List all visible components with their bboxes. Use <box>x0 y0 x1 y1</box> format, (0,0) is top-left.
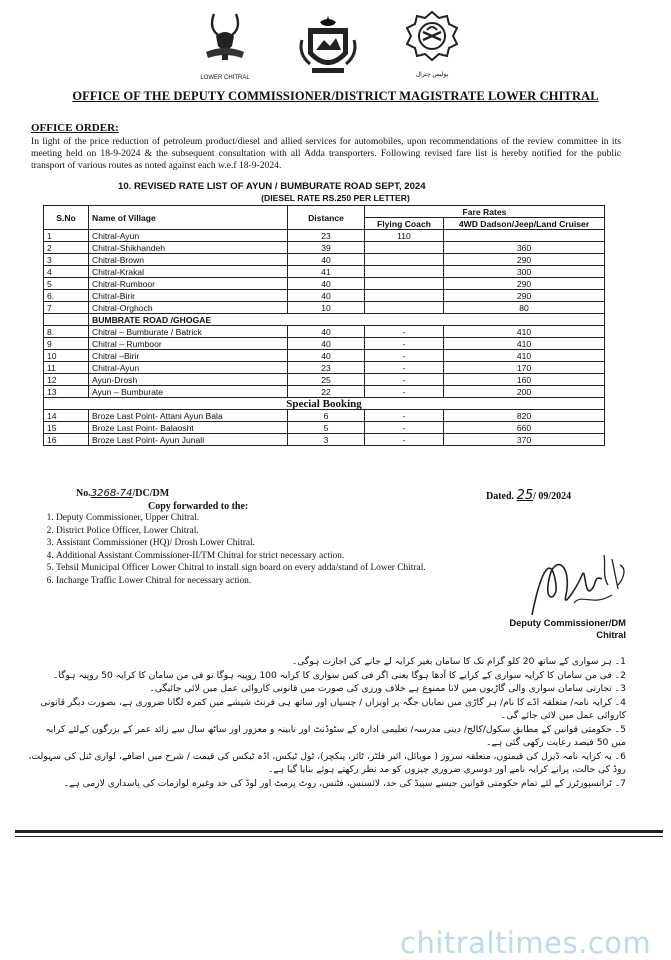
header-sno: S.No <box>44 206 89 230</box>
cell-village: Broze Last Point- Attani Ayun Bala <box>89 410 288 422</box>
office-order-heading: OFFICE ORDER: <box>31 122 119 134</box>
table-row <box>44 410 605 422</box>
cell-sno: 7 <box>44 302 89 314</box>
cell-village: Ayun-Drosh <box>89 374 288 386</box>
distribution-list <box>28 512 576 588</box>
cell-sno: 15 <box>44 422 89 434</box>
signatory-block <box>486 617 626 641</box>
header-village: Name of Village <box>89 206 288 230</box>
section-title-row <box>44 314 605 326</box>
cell-jeep: 290 <box>444 290 605 302</box>
table-row <box>44 230 605 242</box>
cell-jeep: 410 <box>444 326 605 338</box>
header-distance: Distance <box>288 206 365 230</box>
cell-distance: 40 <box>288 278 365 290</box>
kp-government-emblem <box>296 10 360 85</box>
header-logos <box>0 10 671 82</box>
cell-distance: 25 <box>288 374 365 386</box>
office-title: OFFICE OF THE DEPUTY COMMISSIONER/DISTRICT MAGISTRATE LOWER CHITRAL <box>72 89 599 103</box>
cc-item: 3. Assistant Commissioner (HQ)/ Drosh Lower Chitral. <box>56 537 576 550</box>
cell-jeep: 290 <box>444 278 605 290</box>
cell-village: Chitral-Birir <box>89 290 288 302</box>
urdu-note: 3۔ تجارتی سامان سواری والی گاڑیوں میں لانا ممنوع ہے خلاف ورزی کی صورت میں قانونی کاروائی عمل میں لائی جائیگی۔ <box>149 683 626 694</box>
cell-sno: 6. <box>44 290 89 302</box>
cell-distance: 23 <box>288 362 365 374</box>
cell-flying-coach <box>365 290 444 302</box>
cell-distance: 40 <box>288 350 365 362</box>
cc-item: 5. Tehsil Municipal Officer Lower Chitral to install sign board on every adda/stand of Lower Chitral. <box>56 562 576 575</box>
logo-right-caption: پولیس چترال <box>415 72 449 78</box>
cell-sno: 5 <box>44 278 89 290</box>
urdu-note: 7۔ ٹرانسپورٹرز کے لئے تمام حکومتی قوانین جیسے سپیڈ کی حد، لائسنس، فٹنس، روٹ پرمٹ اور لوڈ کی حد وغیرہ لوازمات کی پاسداری لازمی ہے۔ <box>63 777 626 789</box>
diesel-rate-note: (DIESEL RATE RS.250 PER LETTER) <box>261 193 410 203</box>
cell-village: Chitral-Orghoch <box>89 302 288 314</box>
cell-distance: 10 <box>288 302 365 314</box>
cell-jeep: 410 <box>444 350 605 362</box>
cell-distance: 40 <box>288 326 365 338</box>
ref-suffix: /DC/DM <box>132 488 170 499</box>
cell-distance: 41 <box>288 266 365 278</box>
section-bumburate-title: BUMBRATE ROAD /GHOGAE <box>89 314 605 326</box>
cell-sno: 1 <box>44 230 89 242</box>
cell-distance: 39 <box>288 242 365 254</box>
cell-jeep: 660 <box>444 422 605 434</box>
cell-jeep: 360 <box>444 242 605 254</box>
table-row <box>44 386 605 398</box>
table-row <box>44 350 605 362</box>
cell-distance: 5 <box>288 422 365 434</box>
cell-distance: 40 <box>288 290 365 302</box>
cell-flying-coach: - <box>365 362 444 374</box>
cell-distance: 23 <box>288 230 365 242</box>
table-row <box>44 266 605 278</box>
table-row <box>44 254 605 266</box>
cell-sno: 4 <box>44 266 89 278</box>
section-title-blank <box>44 314 89 326</box>
ref-number: 3268-74 <box>90 488 133 499</box>
copy-forwarded-heading: Copy forwarded to the: <box>148 501 249 512</box>
signatory-place: Chitral <box>596 629 626 640</box>
cell-sno: 13 <box>44 386 89 398</box>
cell-jeep: 80 <box>444 302 605 314</box>
urdu-note: 6۔ یہ کرایہ نامہ ڈیزل کی قیمتوں، متعلقہ سروز ( موبائل، ائیر فلٹر، ٹائر، پنکچر)، ٹول ٹیکس، اڈہ ٹیکس کی قیمت / شرح میں اضافے، لواری ٹنل کی سہولت، روڈ کی حالت، پرانے کرایہ نامے اور دوسری ضروری چیزوں کو مد نظر رکھتے ہوئے بنایا گیا ہے۔ <box>28 750 626 775</box>
cell-village: Chitral-Brown <box>89 254 288 266</box>
cell-distance: 40 <box>288 254 365 266</box>
cell-jeep: 820 <box>444 410 605 422</box>
signatory-title: Deputy Commissioner/DM <box>509 617 626 628</box>
cell-sno: 2 <box>44 242 89 254</box>
cell-flying-coach: - <box>365 374 444 386</box>
cell-distance: 3 <box>288 434 365 446</box>
header-fare-rates: Fare Rates <box>365 206 605 218</box>
urdu-note: 2۔ فی من سامان کا کرایہ سواری کے کرایے کا آدھا ہوگا یعنی اگر فی کس سواری کا کرایہ 100 روپیہ ہوگا تو فی من سامان کا کرایہ 50 روپیہ ہوگا۔ <box>52 669 626 681</box>
cell-sno: 3 <box>44 254 89 266</box>
reference-number <box>76 488 169 499</box>
header-jeep: 4WD Dadson/Jeep/Land Cruiser <box>444 218 605 230</box>
section-bumburate-rows <box>44 326 605 398</box>
cc-item: 2. District Police Officer, Lower Chitral. <box>56 525 576 538</box>
cell-village: Chitral-Ayun <box>89 362 288 374</box>
cc-item: 6. Incharge Traffic Lower Chitral for necessary action. <box>56 575 576 588</box>
cell-village: Broze Last Point- Balaosht <box>89 422 288 434</box>
police-emblem <box>403 10 461 78</box>
cell-jeep <box>444 230 605 242</box>
urdu-notes <box>28 655 626 790</box>
cell-flying-coach: - <box>365 338 444 350</box>
lower-chitral-emblem <box>196 10 254 81</box>
dated-day: 25 <box>516 488 534 503</box>
table-row <box>44 362 605 374</box>
bottom-rule <box>15 830 663 833</box>
cell-sno: 8. <box>44 326 89 338</box>
urdu-note: 4۔ کرایہ نامہ/ متعلقہ اڈے کا نام/ ہر گاڑی میں نمایاں جگہ پر اویزاں / چسپاں اور ساتھ ہی فرنٹ شیشے میں کمرہ لگانا ضروری ہے، بصورت دیگر قانونی کاروائی عمل میں لائی جائے گی۔ <box>40 696 626 721</box>
special-booking-title: Special Booking <box>44 398 605 410</box>
cell-flying-coach: - <box>365 434 444 446</box>
dated-label: Dated. <box>486 491 515 502</box>
header-flying-coach: Flying Coach <box>365 218 444 230</box>
cell-sno: 10 <box>44 350 89 362</box>
cell-sno: 12 <box>44 374 89 386</box>
cell-sno: 11 <box>44 362 89 374</box>
cell-sno: 16 <box>44 434 89 446</box>
cell-village: Chitral-Rumboor <box>89 278 288 290</box>
watermark: chitraltimes.com <box>400 926 652 960</box>
logo-left-caption: LOWER CHITRAL <box>200 75 250 81</box>
cell-jeep: 290 <box>444 254 605 266</box>
cell-flying-coach: - <box>365 326 444 338</box>
urdu-note: 1۔ ہر سواری کے ساتھ 20 کلو گرام تک کا سامان بغیر کرایہ لے جانے کی اجازت ہوگی۔ <box>291 656 626 667</box>
cell-flying-coach <box>365 266 444 278</box>
section-special-rows <box>44 410 605 446</box>
cell-flying-coach <box>365 254 444 266</box>
bottom-rule-thin <box>15 836 663 837</box>
cell-flying-coach <box>365 242 444 254</box>
table-row <box>44 326 605 338</box>
intro-paragraph: In light of the price reduction of petroleum product/diesel and allied services for automobiles, upon recommendations of the review committee in its meeting held on 18-9-2024 & the subsequent consultation with all Adda transporters. Following revised fare list is hereby notified for the public transport of various routes as noted against each w.e.f 18-9-2024. <box>31 136 621 172</box>
cell-village: Chitral-Krakal <box>89 266 288 278</box>
cell-village: Chitral-Ayun <box>89 230 288 242</box>
table-row <box>44 290 605 302</box>
cc-item: 4. Additional Assistant Commissioner-II/TM Chitral for strict necessary action. <box>56 550 576 563</box>
table-row <box>44 374 605 386</box>
dated <box>486 488 571 503</box>
table-row <box>44 434 605 446</box>
cell-jeep: 160 <box>444 374 605 386</box>
cell-flying-coach <box>365 302 444 314</box>
cell-village: Chitral –Birir <box>89 350 288 362</box>
cell-sno: 9 <box>44 338 89 350</box>
cell-village: Chitral – Rumboor <box>89 338 288 350</box>
fare-rate-table <box>43 205 605 446</box>
cell-village: Chitral – Bumburate / Batrick <box>89 326 288 338</box>
cell-jeep: 300 <box>444 266 605 278</box>
cell-flying-coach <box>365 278 444 290</box>
cell-jeep: 170 <box>444 362 605 374</box>
cell-village: Broze Last Point- Ayun Junali <box>89 434 288 446</box>
dated-rest: / 09/2024 <box>533 491 572 502</box>
cell-jeep: 370 <box>444 434 605 446</box>
table-row <box>44 422 605 434</box>
cell-flying-coach: - <box>365 410 444 422</box>
cell-distance: 40 <box>288 338 365 350</box>
cell-village: Ayun – Bumburate <box>89 386 288 398</box>
cell-sno: 14 <box>44 410 89 422</box>
cell-jeep: 410 <box>444 338 605 350</box>
cell-flying-coach: - <box>365 386 444 398</box>
table-row <box>44 338 605 350</box>
table-row <box>44 242 605 254</box>
cc-item: 1. Deputy Commissioner, Upper Chitral. <box>56 512 576 525</box>
special-booking-row <box>44 398 605 410</box>
cell-village: Chitral-Shikhandeh <box>89 242 288 254</box>
cell-flying-coach: 110 <box>365 230 444 242</box>
cell-distance: 22 <box>288 386 365 398</box>
cell-flying-coach: - <box>365 350 444 362</box>
table-row <box>44 278 605 290</box>
cell-distance: 6 <box>288 410 365 422</box>
table-row <box>44 302 605 314</box>
cell-jeep: 200 <box>444 386 605 398</box>
ref-prefix: No. <box>76 488 91 499</box>
cell-flying-coach: - <box>365 422 444 434</box>
section-ayun-rows <box>44 230 605 314</box>
urdu-note: 5۔ حکومتی قوانین کے مطابق سکول/کالج/ دینی مدرسہ/ تعلیمی ادارہ کے سٹوڈنٹ اور نابینہ و معزور اور ساٹھ سال سے زائد عمر کے بزرگوں کےلئے کرایہ میں 50 فیصد رعایت رکھی گئی ہے۔ <box>45 723 626 748</box>
rate-list-title: 10. REVISED RATE LIST OF AYUN / BUMBURATE ROAD SEPT, 2024 <box>118 181 426 192</box>
